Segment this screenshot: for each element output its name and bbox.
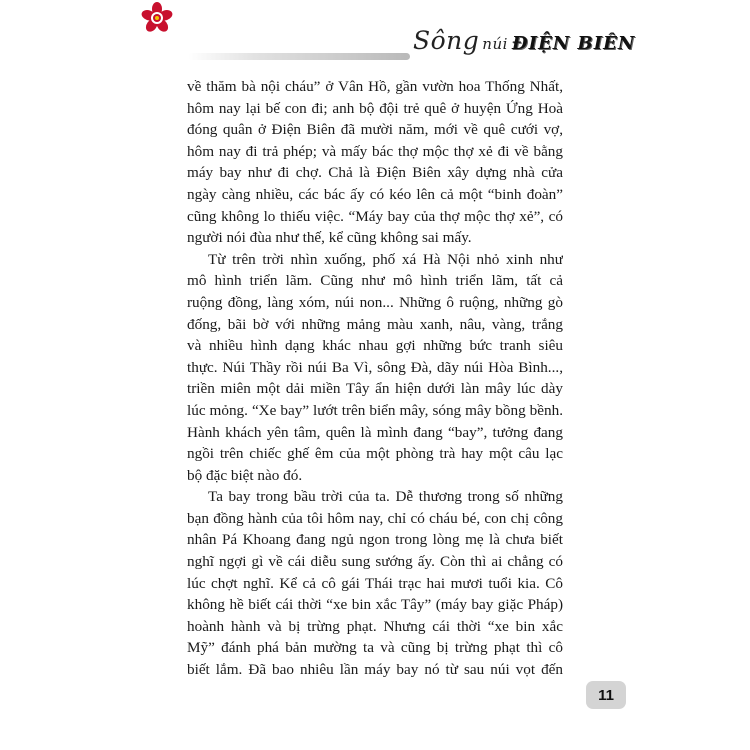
text-line: triền miên một dải miền Tây ẩn hiện dưới làn mây lúc dày: [187, 380, 563, 398]
text-line: ngày càng nhiều, các bác ấy có kéo lên cả một “binh đoàn”: [187, 185, 563, 203]
text-line: bộ đặc biệt nào đó.: [187, 466, 303, 484]
text-line: máy bay như đi chợ. Chả là Điện Biên xây dựng nhà cửa: [187, 164, 563, 182]
text-line: hoành hành và bị trừng phạt. Nhưng cái thời “xe bin xắc: [187, 617, 563, 635]
page-number-badge: [586, 681, 626, 709]
running-header-title: [413, 26, 635, 66]
text-line: không hề biết cái thời “xe bin xắc Tây” (máy bay giặc Pháp): [187, 596, 563, 614]
header-title-word-3: ĐIỆN BIÊN: [511, 33, 636, 54]
header-divider-bar: [188, 53, 410, 60]
text-line: hôm nay lại bế con đi; anh bộ đội trẻ quê ở huyện Ứng Hoà: [187, 99, 563, 117]
page-body-text: [187, 76, 563, 681]
text-line: Ta bay trong bầu trời của ta. Dễ thương trong số những: [208, 488, 563, 506]
text-line: đống, bãi bờ với những mảng màu xanh, nâu, vàng, trắng: [187, 315, 563, 333]
text-line: nhân Pá Khoang đang ngủ ngon trong lòng mẹ là chưa biết: [187, 531, 563, 549]
text-line: mô hình triển lãm. Cũng như mô hình triển lãm, tất cả: [187, 272, 563, 290]
text-line: biết lắm. Đã bao nhiêu lần máy bay nó từ sau núi vọt đến: [187, 661, 563, 679]
red-flower-emblem-icon: [138, 2, 176, 34]
text-line: hôm nay đi trả phép; và mấy bác thợ mộc thợ xẻ đi về bằng: [187, 142, 563, 160]
text-line: bạn đồng hành của tôi hôm nay, chỉ có cháu bé, con chị công: [187, 509, 563, 527]
header-title-word-2: núi: [482, 35, 508, 53]
text-line: cũng không lo thiếu việc. “Máy bay của thợ mộc thợ xẻ”, có: [187, 207, 563, 225]
text-line: về thăm bà nội cháu” ở Vân Hồ, gần vườn hoa Thống Nhất,: [187, 78, 563, 95]
text-line: lúc chợt nghĩ. Kể cả cô gái Thái trạc hai mươi tuổi kia. Cô: [187, 574, 563, 592]
text-line: lúc mỏng. “Xe bay” lướt trên biển mây, sóng mây bồng bềnh.: [187, 401, 563, 419]
page-number: 11: [598, 686, 614, 704]
text-line: và nhiều hình dạng khác nhau gợi những bức tranh siêu: [187, 337, 563, 355]
text-line: Hành khách yên tâm, quên là mình đang “bay”, tưởng đang: [187, 423, 563, 441]
text-line: ngồi trên chiếc ghế êm của một phòng trà hay một câu lạc: [187, 445, 563, 463]
text-line: đóng quân ở Điện Biên đã mười năm, mới về quê cưới vợ,: [187, 121, 563, 139]
text-line: ruộng đồng, làng xóm, núi non... Những ô ruộng, những gò: [187, 293, 563, 311]
header-title-word-1: Sông: [413, 26, 480, 55]
text-line: nghĩ ngợi gì về cái diễu sung sướng ấy. Còn thì ai chẳng có: [187, 553, 563, 571]
text-line: thực. Núi Thầy rồi núi Ba Vì, sông Đà, dãy núi Hòa Bình...,: [187, 358, 563, 376]
text-line: Từ trên trời nhìn xuống, phố xá Hà Nội nhỏ xinh như: [208, 250, 563, 268]
text-line: Mỹ” đánh phá bản mường ta và cũng bị trừng phạt thì cô: [187, 639, 563, 657]
text-line: người nói đùa như thế, kể cũng không sai mấy.: [187, 229, 472, 247]
